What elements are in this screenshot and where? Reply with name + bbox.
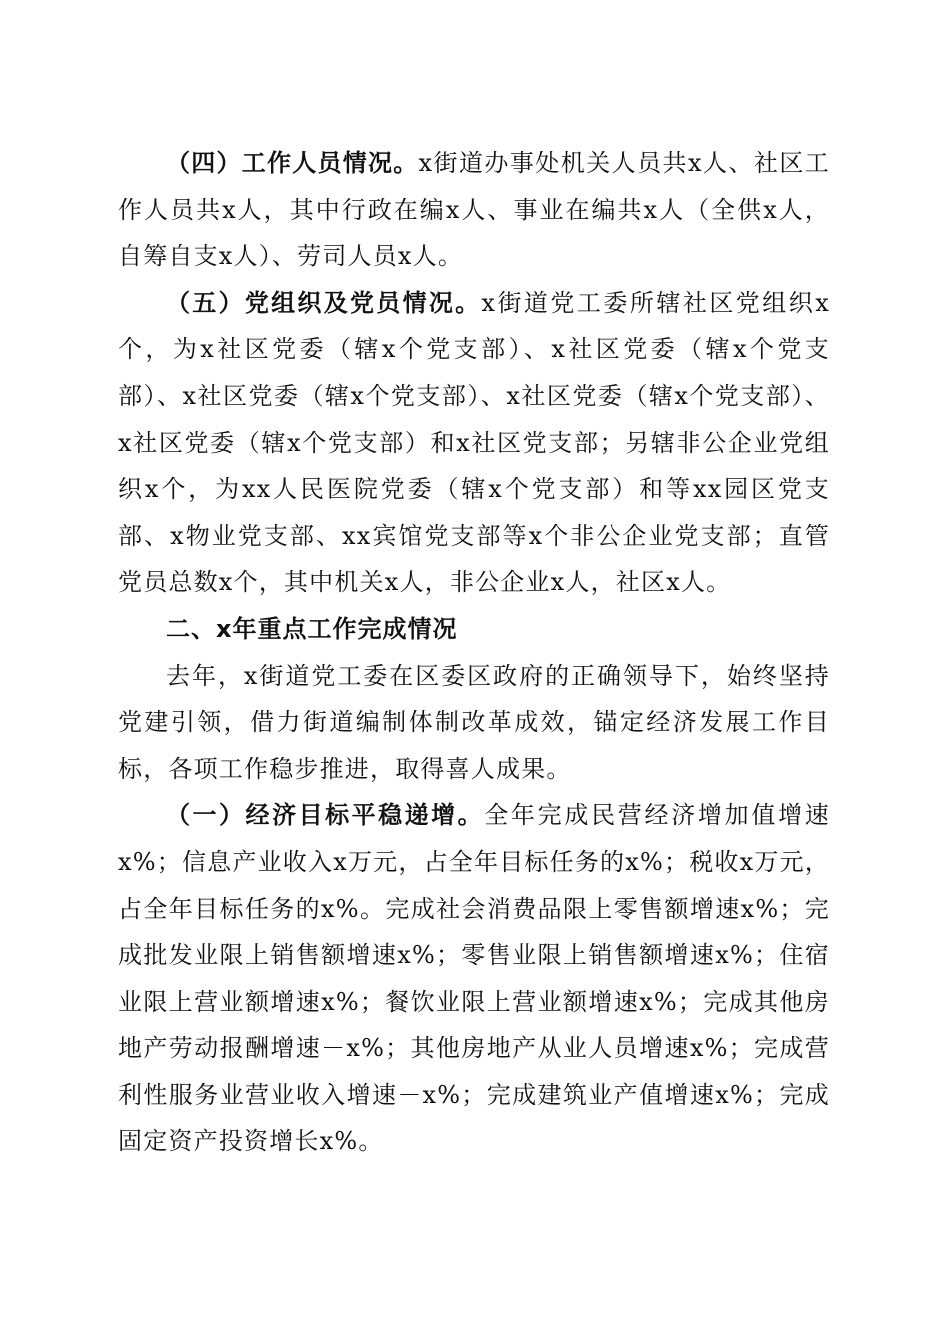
paragraph-intro: 去年，x街道党工委在区委区政府的正确领导下，始终坚持党建引领，借力街道编制体制改革成效，锚定经济发展工作目标，各项工作稳步推进，取得喜人成果。 — [118, 661, 830, 783]
paragraph-party-organization — [118, 280, 830, 606]
paragraph-economic-targets — [118, 792, 830, 1165]
party-organization-heading: （五）党组织及党员情况。 — [166, 288, 482, 317]
document-page — [118, 140, 830, 1165]
staff-body: x街道办事处机关人员共x人、社区工作人员共x人，其中行政在编x人、事业在编共x人（全供x人，自筹自支x人）、劳司人员x人。 — [118, 149, 830, 271]
economic-targets-heading: （一）经济目标平稳递增。 — [166, 801, 485, 830]
staff-heading: （四）工作人员情况。 — [166, 149, 419, 177]
party-organization-body: x街道党工委所辖社区党组织x个，为x社区党委（辖x个党支部）、x社区党委（辖x个党支部）、x社区党委（辖x个党支部）、x社区党委（辖x个党支部）、x社区党委（辖x个党支部）和x社区党支部；另辖非公企业党组织x个，为xx人民医院党委（辖x个党支部）和等xx园区党支部、x物业党支部、xx宾馆党支部等x个非公企业党支部；直管党员总数x个，其中机关x人，非公企业x人，社区x人。 — [118, 288, 830, 597]
part-two-title: 二、x年重点工作完成情况 — [166, 614, 458, 643]
paragraph-staff — [118, 140, 830, 280]
economic-targets-body: 全年完成民营经济增加值增速x%；信息产业收入x万元，占全年目标任务的x%；税收x万元，占全年目标任务的x%。完成社会消费品限上零售额增速x%；完成批发业限上销售额增速x%；零售业限上销售额增速x%；住宿业限上营业额增速x%；餐饮业限上营业额增速x%；完成其他房地产劳动报酬增速－x%；其他房地产从业人员增速x%；完成营利性服务业营业收入增速－x%；完成建筑业产值增速x%；完成固定资产投资增长x%。 — [118, 801, 830, 1156]
